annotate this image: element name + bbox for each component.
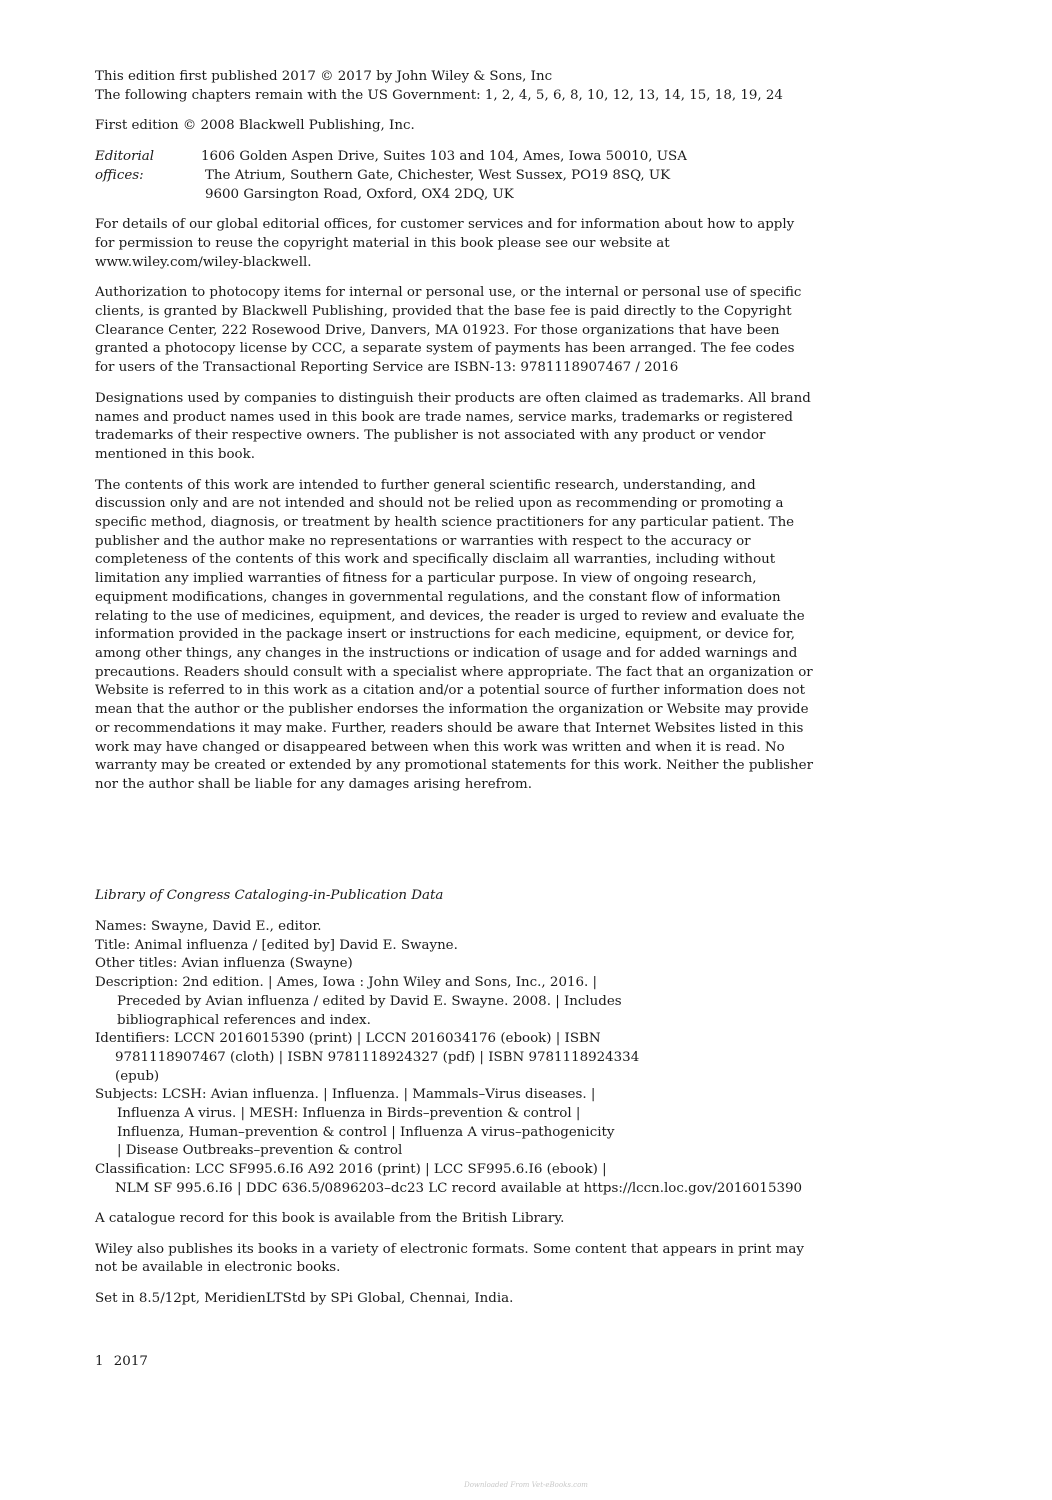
download-watermark: Downloaded From Vet-eBooks.com: [464, 1481, 588, 1489]
cip-names: Names: Swayne, David E., editor.: [95, 919, 322, 934]
cip-classification-line: Classification: LCC SF995.6.I6 A92 2016 (print) | LCC SF995.6.I6 (ebook) |: [95, 1162, 607, 1178]
cip-description-line: Description: 2nd edition. | Ames, Iowa : John Wiley and Sons, Inc., 2016. |: [95, 975, 598, 991]
editorial-offices: [95, 148, 815, 204]
cip-other-titles: Other titles: Avian influenza (Swayne): [95, 956, 353, 972]
authorization-paragraph: Authorization to photocopy items for internal or personal use, or the internal or personal use of specific clients, is granted by Blackwell Publishing, provided that the base fee is paid directly to the Copyright Clearance Center, 222 Rosewood Drive, Danvers, MA 01923. For those organizations that have been granted a photocopy license by CCC, a separate system of payments has been arranged. The fee codes for users of the Transactional Reporting Service are ISBN-13: 9781118907467 / 2016: [95, 285, 802, 376]
cip-subjects-line: Subjects: LCSH: Avian influenza. | Influenza. | Mammals–Virus diseases. |: [95, 1087, 596, 1103]
british-library-note: A catalogue record for this book is available from the British Library.: [95, 1211, 565, 1226]
cip-classification: [95, 1161, 815, 1198]
government-chapters-line: The following chapters remain with the US Government: 1, 2, 4, 5, 6, 8, 10, 12, 13, 14, 15, 18, 19, 24: [95, 87, 783, 103]
editorial-offices-label: Editorial offices:: [95, 149, 155, 183]
typesetting-note: Set in 8.5/12pt, MeridienLTStd by SPi Global, Chennai, India.: [95, 1291, 514, 1307]
designations-paragraph: Designations used by companies to distinguish their products are often claimed as trademarks. All brand names and product names used in this book are trade names, service marks, trademarks or registered trademarks of their respective owners. The publisher is not associated with any product or vendor mentioned in this book.: [95, 390, 811, 462]
office-address: 9600 Garsington Road, Oxford, OX4 2DQ, UK: [205, 186, 514, 202]
copyright-block: [95, 68, 815, 795]
cip-heading: Library of Congress Cataloging-in-Publication Data: [95, 888, 444, 903]
cip-subjects-line: Influenza, Human–prevention & control | Influenza A virus–pathogenicity: [117, 1124, 615, 1140]
publication-notes: [95, 1210, 815, 1309]
edition-line: This edition first published 2017 © 2017 by John Wiley & Sons, Inc: [95, 69, 553, 84]
print-line: 1 2017: [95, 1354, 148, 1369]
editorial-offices-addresses: [201, 148, 815, 204]
cip-identifiers-line: 9781118907467 (cloth) | ISBN 9781118924327 (pdf) | ISBN 9781118924334: [115, 1049, 640, 1065]
disclaimer-paragraph: The contents of this work are intended to further general scientific research, understanding, and discussion only and are not intended and should not be relied upon as recommending or promoting a specific method, diagnosis, or treatment by health science practitioners for any particular patient. The publisher and the author make no representations or warranties with respect to the accuracy or completeness of the contents of this work and specifically disclaim all warranties, including without limitation any implied warranties of fitness for a particular purpose. In view of ongoing research, equipment modifications, changes in governmental regulations, and the constant flow of information relating to the use of medicines, equipment, and devices, the reader is urged to review and evaluate the information provided in the package insert or instructions for each medicine, equipment, or device for, among other things, any changes in the instructions or indication of usage and for added warnings and precautions. Readers should consult with a specialist where appropriate. The fact that an organization or Website is referred to in this work as a citation and/or a potential source of further information does not mean that the author or the publisher endorses the information the organization or Website may provide or recommendations it may make. Further, readers should be aware that Internet Websites listed in this work may have changed or disappeared between when this work was written and when it is read. No warranty may be created or extended by any promotional statements for this work. Neither the publisher nor the author shall be liable for any damages arising herefrom.: [95, 477, 813, 792]
cip-title: Title: Animal influenza / [edited by] David E. Swayne.: [95, 937, 458, 953]
cip-description-line: bibliographical references and index.: [117, 1012, 371, 1028]
cip-record: [95, 918, 815, 1199]
cip-identifiers: [95, 1030, 815, 1086]
cip-subjects-line: Influenza A virus. | MESH: Influenza in Birds–prevention & control |: [117, 1106, 581, 1122]
cip-identifiers-line: (epub): [115, 1068, 160, 1084]
cip-subjects: [95, 1086, 815, 1161]
first-edition-line: First edition © 2008 Blackwell Publishing, Inc.: [95, 118, 415, 134]
office-address: 1606 Golden Aspen Drive, Suites 103 and 104, Ames, Iowa 50010, USA: [201, 149, 687, 165]
cip-classification-line: NLM SF 995.6.I6 | DDC 636.5/0896203–dc23 LC record available at https://lccn.loc.gov/2016015390: [115, 1180, 803, 1196]
electronic-formats-note: Wiley also publishes its books in a variety of electronic formats. Some content that appears in print may not be available in electronic books.: [95, 1241, 804, 1276]
cip-identifiers-line: Identifiers: LCCN 2016015390 (print) | LCCN 2016034176 (ebook) | ISBN: [95, 1031, 601, 1047]
cip-description-line: Preceded by Avian influenza / edited by David E. Swayne. 2008. | Includes: [117, 993, 622, 1009]
cip-description: [95, 974, 815, 1030]
cip-subjects-line: | Disease Outbreaks–prevention & control: [117, 1143, 403, 1159]
office-address: The Atrium, Southern Gate, Chichester, West Sussex, PO19 8SQ, UK: [205, 167, 671, 183]
details-paragraph: For details of our global editorial offices, for customer services and for information about how to apply for permission to reuse the copyright material in this book please see our website at www.wiley.com/wiley-blackwell.: [95, 217, 795, 270]
